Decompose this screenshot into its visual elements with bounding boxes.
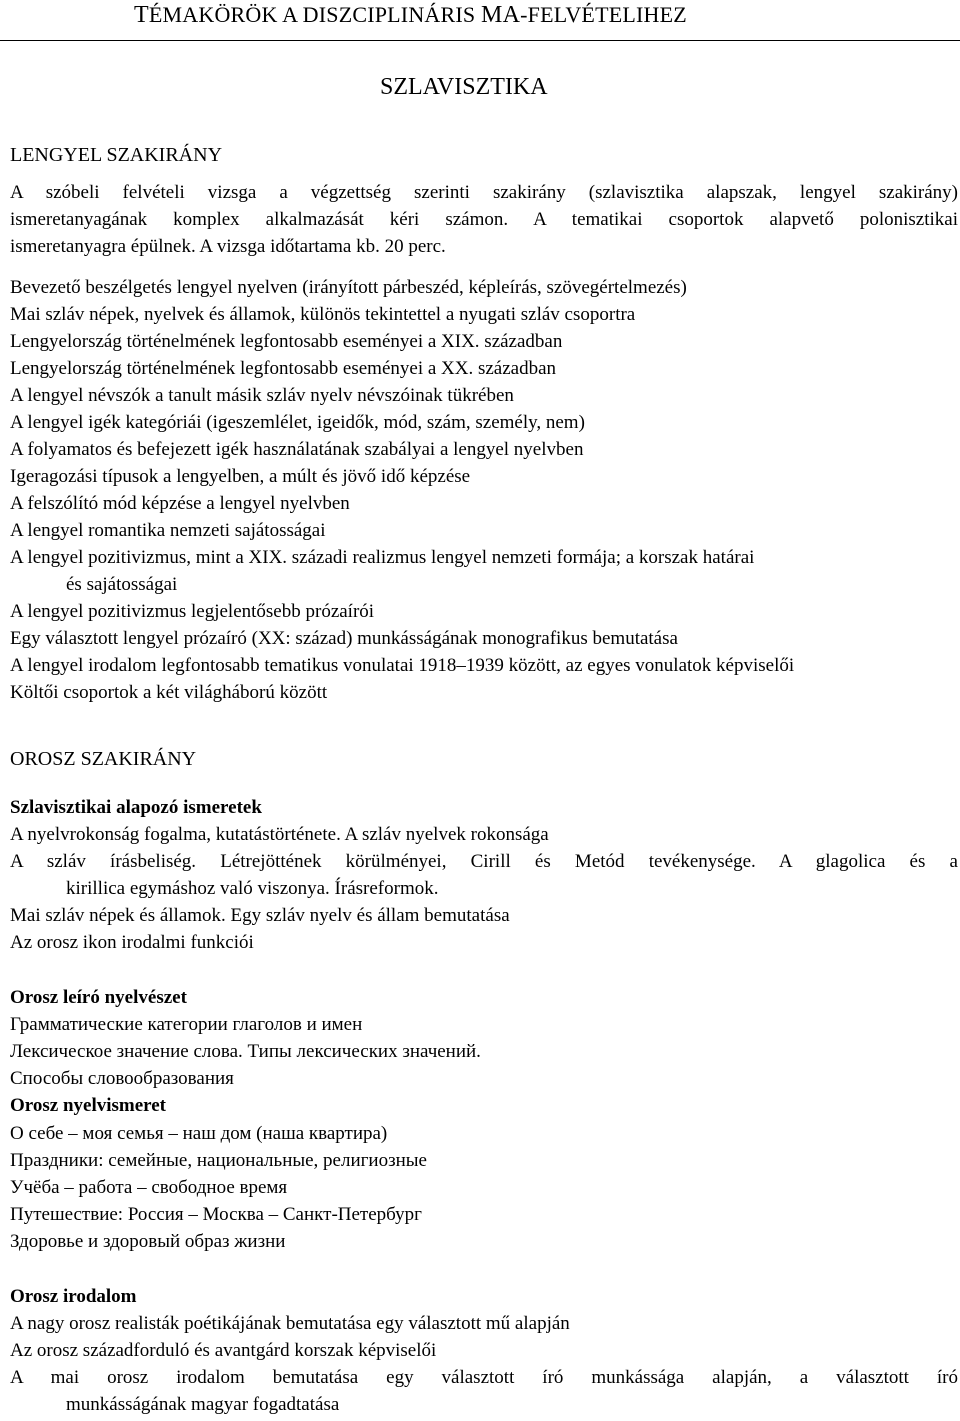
intro-line: ismeretanyagra épülnek. A vizsga időtartama kb. 20 perc. (10, 236, 446, 257)
polish-heading: LENGYEL SZAKIRÁNY (10, 144, 223, 166)
literature-line: A mai orosz irodalom bemutatása egy választott író munkássága alapján, a választott író (10, 1367, 958, 1388)
title-suffix: -FELVÉTELIHEZ (520, 2, 687, 27)
subject-title: SZLAVISZTIKA (380, 74, 548, 100)
intro-line: ismeretanyagának komplex alkalmazását kéri számon. A tematikai csoportok alapvető polonisztikai (10, 209, 958, 230)
foundations-line: A szláv írásbeliség. Létrejöttének körülményei, Cirill és Metód tevékenysége. A glagolica és a (10, 851, 958, 872)
intro-line: A szóbeli felvételi vizsga a végzettség szerinti szakirány (szlavisztika alapszak, lengyel szakirány) (10, 182, 958, 203)
title-ma: MA (481, 2, 521, 28)
knowledge-line: Здоровье и здоровый образ жизни (10, 1231, 286, 1252)
topic-line: Igeragozási típusok a lengyelben, a múlt és jövő idő képzése (10, 466, 471, 487)
topic-line-continuation: és sajátosságai (66, 574, 178, 595)
literature-title: Orosz irodalom (10, 1286, 137, 1307)
knowledge-line: О себе – моя семья – наш дом (наша квартира) (10, 1123, 388, 1144)
topic-line: Költői csoportok a két világháború között (10, 682, 328, 703)
literature-line: A nagy orosz realisták poétikájának bemutatása egy választott mű alapján (10, 1313, 570, 1334)
knowledge-line: Праздники: семейные, национальные, религиозные (10, 1150, 427, 1171)
descriptive-title: Orosz leíró nyelvészet (10, 987, 187, 1008)
foundations-line-continuation: kirillica egymáshoz való viszonya. Írásreformok. (66, 878, 439, 899)
knowledge-line: Учёба – работа – свободное время (10, 1177, 288, 1198)
topic-line: A felszólító mód képzése a lengyel nyelvben (10, 493, 350, 514)
title-text: ÉMAKÖRÖK A DISZCIPLINÁRIS (148, 2, 482, 27)
topic-line: Bevezető beszélgetés lengyel nyelven (irányított párbeszéd, képleírás, szövegértelmezés) (10, 277, 687, 298)
foundations-line: Mai szláv népek és államok. Egy szláv nyelv és állam bemutatása (10, 905, 510, 926)
foundations-line: A nyelvrokonság fogalma, kutatástörténete. A szláv nyelvek rokonsága (10, 824, 549, 845)
topic-line: Lengyelország történelmének legfontosabb eseményei a XIX. században (10, 331, 563, 352)
descriptive-line: Способы словообразования (10, 1068, 234, 1089)
topic-line: A lengyel irodalom legfontosabb tematikus vonulatai 1918–1939 között, az egyes vonulatok képviselői (10, 655, 795, 676)
literature-line-continuation: munkásságának magyar fogadtatása (66, 1394, 340, 1415)
foundations-line: Az orosz ikon irodalmi funkciói (10, 932, 254, 953)
topic-line: A folyamatos és befejezett igék használatának szabályai a lengyel nyelvben (10, 439, 584, 460)
title-initial: T (134, 2, 149, 28)
topic-line: A lengyel igék kategóriái (igeszemlélet, igeidők, mód, szám, személy, nem) (10, 412, 585, 433)
descriptive-line: Грамматические категории глаголов и имен (10, 1014, 363, 1035)
topic-line: Egy választott lengyel prózaíró (XX: század) munkásságának monografikus bemutatása (10, 628, 678, 649)
topic-line: A lengyel pozitivizmus, mint a XIX. századi realizmus lengyel nemzeti formája; a korszak határai (10, 547, 755, 568)
russian-heading: OROSZ SZAKIRÁNY (10, 748, 197, 770)
document-title (134, 0, 687, 30)
descriptive-line: Лексическое значение слова. Типы лексических значений. (10, 1041, 481, 1062)
topic-line: A lengyel névszók a tanult másik szláv nyelv névszóinak tükrében (10, 385, 514, 406)
topic-line: Mai szláv népek, nyelvek és államok, különös tekintettel a nyugati szláv csoportra (10, 304, 636, 325)
knowledge-title: Orosz nyelvismeret (10, 1095, 167, 1116)
title-rule (0, 40, 960, 41)
topic-line: A lengyel pozitivizmus legjelentősebb prózaírói (10, 601, 375, 622)
knowledge-line: Путешествие: Россия – Москва – Санкт-Петербург (10, 1204, 422, 1225)
literature-line: Az orosz századforduló és avantgárd korszak képviselői (10, 1340, 437, 1361)
topic-line: Lengyelország történelmének legfontosabb eseményei a XX. században (10, 358, 557, 379)
foundations-title: Szlavisztikai alapozó ismeretek (10, 797, 262, 818)
topic-line: A lengyel romantika nemzeti sajátosságai (10, 520, 326, 541)
